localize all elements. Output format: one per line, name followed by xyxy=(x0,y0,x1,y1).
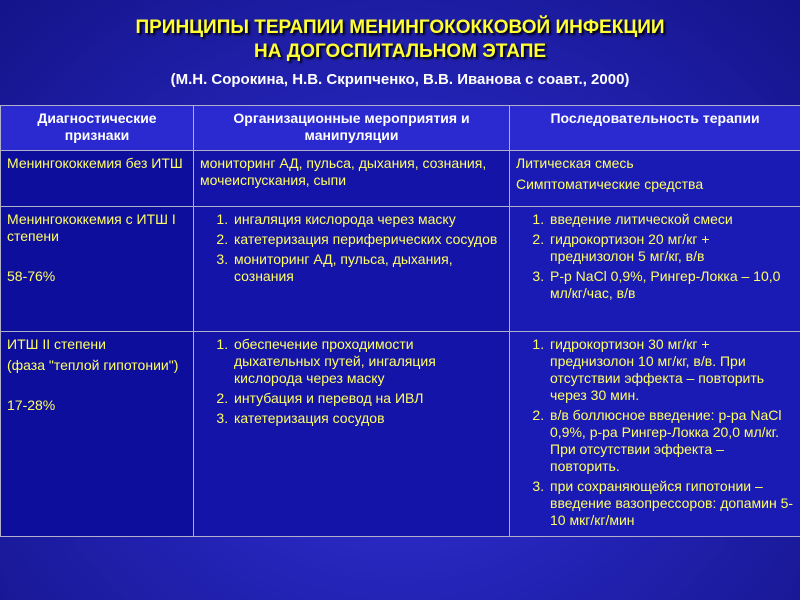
diagnosis-text: ИТШ II степени xyxy=(7,336,106,352)
title-authors: (М.Н. Сорокина, Н.В. Скрипченко, В.В. Иванова с соавт., 2000) xyxy=(170,71,630,88)
list-item: 3. катетеризация сосудов xyxy=(232,410,503,427)
cell-actions xyxy=(194,207,510,332)
header-diagnosis: Диагностические признаки xyxy=(1,106,194,151)
cell-therapy xyxy=(510,207,800,332)
table-header-row xyxy=(1,106,800,151)
therapy-list xyxy=(516,211,794,302)
list-item: 2. гидрокортизон 20 мг/кг + преднизолон 5 мг/кг, в/в xyxy=(548,231,794,265)
cell-diagnosis xyxy=(1,207,194,332)
title-line-1: ПРИНЦИПЫ ТЕРАПИИ МЕНИНГОКОККОВОЙ ИНФЕКЦИИ xyxy=(135,17,665,38)
list-item: 3. при сохраняющейся гипотонии – введение вазопрессоров: допамин 5-10 мкг/кг/мин xyxy=(548,478,794,529)
table-row xyxy=(1,151,800,207)
list-item: 1. обеспечение проходимости дыхательных путей, ингаляция кислорода через маску xyxy=(232,336,503,387)
table-row xyxy=(1,207,800,332)
list-item: 1. ингаляция кислорода через маску xyxy=(232,211,503,228)
cell-diagnosis xyxy=(1,332,194,537)
diagnosis-percent: 58-76% xyxy=(7,268,56,284)
list-item: 1. гидрокортизон 30 мг/кг + преднизолон 10 мг/кг, в/в. При отсутствии эффекта – повторить через 30 мин. xyxy=(548,336,794,404)
table-row xyxy=(1,332,800,537)
actions-list xyxy=(200,336,503,427)
cell-actions xyxy=(194,151,510,207)
diagnosis-percent: 17-28% xyxy=(7,397,56,413)
header-therapy: Последовательность терапии xyxy=(510,106,800,151)
list-item: 3. мониторинг АД, пульса, дыхания, сознания xyxy=(232,251,503,285)
list-item: 3. Р-р NaCl 0,9%, Рингер-Локка – 10,0 мл/кг/час, в/в xyxy=(548,268,794,302)
cell-actions xyxy=(194,332,510,537)
title-line-2: НА ДОГОСПИТАЛЬНОМ ЭТАПЕ xyxy=(253,41,547,62)
cell-therapy xyxy=(510,332,800,537)
diagnosis-text: Менингококкемия с ИТШ I степени xyxy=(7,211,176,244)
therapy-text: Симптоматические средства xyxy=(516,176,704,192)
diagnosis-phase: (фаза "теплой гипотонии") xyxy=(7,357,179,373)
therapy-table xyxy=(0,105,800,537)
therapy-list xyxy=(516,336,794,529)
therapy-text: Литическая смесь xyxy=(516,155,634,171)
header-actions: Организационные мероприятия и манипуляции xyxy=(194,106,510,151)
actions-list xyxy=(200,211,503,285)
diagnosis-text: Менингококкемия без ИТШ xyxy=(7,155,183,171)
cell-diagnosis xyxy=(1,151,194,207)
actions-text: мониторинг АД, пульса, дыхания, сознания, мочеиспускания, сыпи xyxy=(200,155,487,188)
list-item: 2. интубация и перевод на ИВЛ xyxy=(232,390,503,407)
list-item: 2. в/в боллюсное введение: р-ра NaCl 0,9%, р-ра Рингер-Локка 20,0 мл/кг. При отсутствии эффекта – повторить. xyxy=(548,407,794,475)
slide-title xyxy=(0,16,800,91)
list-item: 2. катетеризация периферических сосудов xyxy=(232,231,503,248)
cell-therapy xyxy=(510,151,800,207)
list-item: 1. введение литической смеси xyxy=(548,211,794,228)
